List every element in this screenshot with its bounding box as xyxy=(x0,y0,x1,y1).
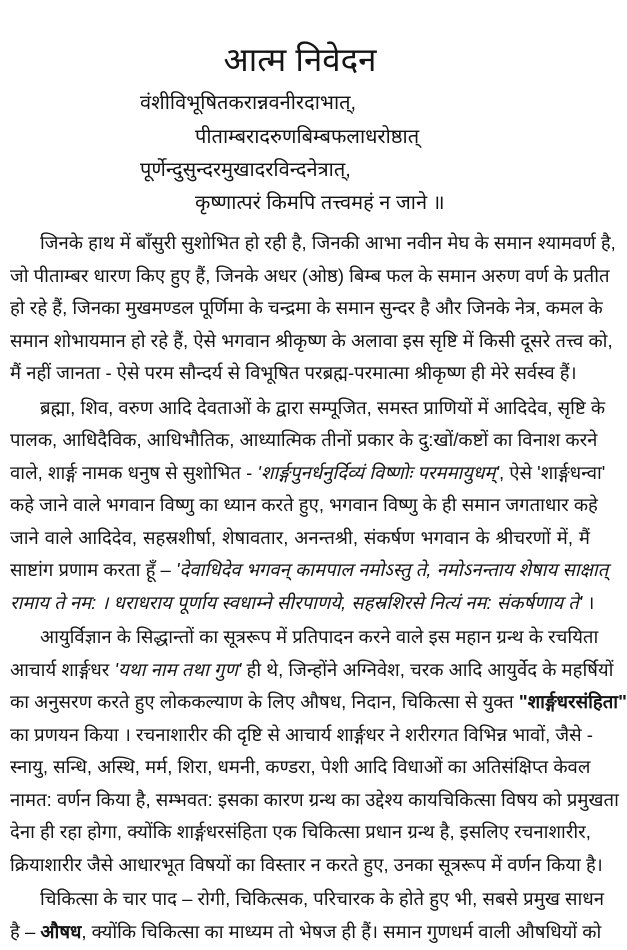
text-line xyxy=(10,522,590,555)
text-segment: का प्रणयन किया । रचनाशारीर की दृष्टि से आचार्य शार्ङ्गधर ने शरीरगत विभिन्न भावों, जैसे - xyxy=(10,723,593,745)
text-segment: क्रियाशारीर जैसे आधारभूत विषयों का विस्तार न करते हुए, उनका सूत्ररूप में वर्णन किया है। xyxy=(10,853,603,875)
text-line xyxy=(10,325,613,358)
italic-quote: 'शार्ङ्गपुनर्धनुर्दिव्यं विष्णोः परममायुधम्' xyxy=(257,461,500,483)
body-text xyxy=(10,227,627,950)
paragraph xyxy=(10,883,604,948)
text-line xyxy=(10,292,603,325)
verse-line: वंशीविभूषितकरान्नवनीरदाभात्, xyxy=(140,92,357,114)
page-title: आत्म निवेदन xyxy=(223,41,377,78)
text-segment: कहे जाने वाले भगवान विष्णु का ध्यान करते हुए, भगवान विष्णु के ही समान जगताधार कहे xyxy=(10,494,598,515)
bold-term: औषध xyxy=(40,920,82,942)
text-segment: वाले, शार्ङ्ग नामक धनुष से सुशोभित - xyxy=(10,461,258,483)
text-line xyxy=(10,654,614,687)
text-line xyxy=(10,357,590,390)
text-segment: का अनुसरण करते हुए लोककल्याण के लिए औषध, निदान, चिकित्सा से युक्त xyxy=(10,691,519,712)
text-segment: चिकित्सा के चार पाद – रोगी, चिकित्सक, परिचारक के होते हुए भी, सबसे प्रमुख साधन xyxy=(40,888,604,909)
text-line xyxy=(10,719,593,752)
text-segment: । xyxy=(582,591,595,613)
italic-quote: 'यथा नाम तथा गुण' xyxy=(114,658,242,680)
text-segment: नामत: वर्णन किया है, सम्भवत: इसका कारण ग्रन्थ का उद्देश्य कायचिकित्सा विषय को प्रमुखता xyxy=(10,788,619,810)
verse-line: पीताम्बरादरुणबिम्बफलाधरोष्ठात् xyxy=(195,126,420,148)
text-segment: जाने वाले आदिदेव, सहस्रशीर्षा, शेषावतार, अनन्तश्री, संकर्षण भगवान के श्रीचरणों में, मैं xyxy=(10,526,590,548)
text-line xyxy=(10,686,627,719)
italic-quote: रामाय ते नम: । धराधराय पूर्णाय स्वधाम्ने सीरपाणये, सहस्रशिरसे नित्यं नम: संकर्षणाय ते' xyxy=(10,591,583,613)
text-line xyxy=(10,751,590,784)
paragraph xyxy=(10,227,616,390)
text-line xyxy=(10,849,603,882)
paragraph xyxy=(10,392,609,620)
text-line xyxy=(10,457,606,490)
text-line xyxy=(10,554,609,587)
text-line xyxy=(10,587,595,620)
text-segment: , क्योंकि चिकित्सा का माध्यम तो भेषज ही हैं। समान गुणधर्म वाली औषधियों को xyxy=(81,920,602,942)
text-segment: है – xyxy=(10,920,41,942)
text-segment: ही थे, जिन्होंने अग्निवेश, चरक आदि आयुर्वेद के महर्षियों xyxy=(241,658,614,680)
text-segment: जो पीताम्बर धारण किए हुए हैं, जिनके अधर (ओष्ठ) बिम्ब फल के समान अरुण वर्ण के प्रतीत xyxy=(10,264,610,286)
text-line xyxy=(10,816,590,849)
italic-quote: 'देवाधिदेव भगवन् कामपाल नमोऽस्तु ते, नमोऽनन्ताय शेषाय साक्षात् xyxy=(176,559,609,580)
verse-line: कृष्णात्परं किमपि तत्त्वमहं न जाने ॥ xyxy=(195,192,445,214)
text-segment: पालक, आधिदैविक, आधिभौतिक, आध्यात्मिक तीनों प्रकार के दु:खों/कष्टों का विनाश करने xyxy=(10,429,598,450)
text-segment: आयुर्विज्ञान के सिद्धान्तों का सूत्ररूप में प्रतिपादन करने वाले इस महान ग्रन्थ के रचयिता xyxy=(40,626,599,647)
text-segment: जिनके हाथ में बाँसुरी सुशोभित हो रही है, जिनकी आभा नवीन मेघ के समान श्यामवर्ण है, xyxy=(40,232,616,253)
text-segment: देना ही रहा होगा, क्योंकि शार्ङ्गधरसंहिता एक चिकित्सा प्रधान ग्रन्थ है, इसलिए रचनाशारीर, xyxy=(10,821,591,842)
text-line xyxy=(10,227,616,260)
text-segment: ब्रह्मा, शिव, वरुण आदि देवताओं के द्वारा सम्पूजित, समस्त प्राणियों में आदिदेव, सृष्टि के xyxy=(40,396,606,418)
text-line xyxy=(10,260,610,293)
text-segment: हो रहे हैं, जिनका मुखमण्डल पूर्णिमा के चन्द्रमा के समान सुन्दर है और जिनके नेत्र, कमल के xyxy=(10,297,603,318)
text-segment: साष्टांग प्रणाम करता हूँ – xyxy=(10,559,176,580)
text-segment: समान शोभायमान हो रहे हैं, ऐसे भगवान श्रीकृष्ण के अलावा इस सृष्टि में किसी दूसरे तत्त्व को, xyxy=(10,329,613,351)
paragraph xyxy=(10,621,627,881)
text-segment: आचार्य शार्ङ्गधर xyxy=(10,658,115,680)
text-line xyxy=(10,621,599,654)
text-line xyxy=(10,916,602,949)
text-segment: स्नायु, सन्धि, अस्थि, मर्म, शिरा, धमनी, कण्डरा, पेशी आदि विधाओं का अतिसंक्षिप्त केवल xyxy=(10,756,591,777)
text-line xyxy=(10,883,604,916)
text-segment: मैं नहीं जानता - ऐसे परम सौन्दर्य से विभूषित परब्रह्म-परमात्मा श्रीकृष्ण ही मेरे सर्वस्व हैं। xyxy=(10,362,577,383)
text-line xyxy=(10,392,606,425)
text-segment: , ऐसे 'शार्ङ्गधन्वा' xyxy=(499,461,606,483)
text-line xyxy=(10,784,619,817)
bold-term: "शार्ङ्गधरसंहिता" xyxy=(518,691,627,712)
text-line xyxy=(10,489,598,522)
text-line xyxy=(10,424,598,457)
verse-line: पूर्णेन्दुसुन्दरमुखादरविन्दनेत्रात्, xyxy=(140,159,351,181)
